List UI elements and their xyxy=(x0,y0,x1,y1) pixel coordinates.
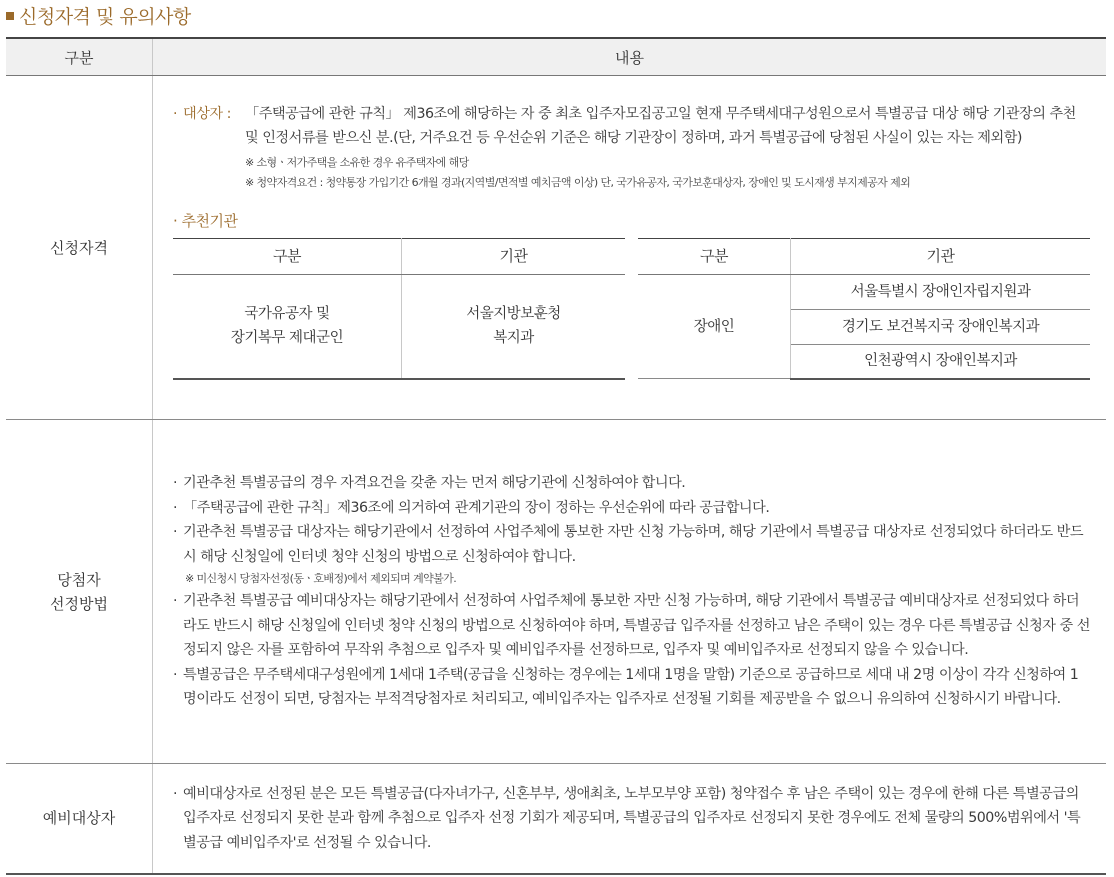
header-content: 내용 xyxy=(153,38,1107,76)
square-bullet-icon xyxy=(6,12,14,20)
table-row-selection xyxy=(6,420,1106,764)
right-org-cell: 인천광역시 장애인복지과 xyxy=(791,345,1091,379)
section-title: 신청자격 및 유의사항 xyxy=(6,2,191,28)
agency-table-right xyxy=(638,238,1090,380)
agency-heading: · 추천기관 xyxy=(173,211,238,230)
list-item: · 특별공급은 무주택세대구성원에게 1세대 1주택(공급을 신청하는 경우에는 1세대 1명을 말함) 기준으로 공급하므로 세대 내 2명 이상이 각각 신청하여 1명이라도 선정이 되면, 당첨자는 부적격당첨자로 처리되고, 예비입주자는 입주자로 선정될 기회를 제공받을 수 없으니 유의하여 신청하시기 바랍니다. xyxy=(173,666,1079,708)
list-item: · 「주택공급에 관한 규칙」제36조에 의거하여 관계기관의 장이 정하는 우선순위에 따라 공급합니다. xyxy=(173,499,770,516)
list-item: · 기관추천 특별공급 예비대상자는 해당기관에서 선정하여 사업주체에 통보한 자만 신청 가능하며, 해당 기관에서 특별공급 예비대상자로 선정되었다 하더라도 반드시 해당 신청일에 인터넷 청약 신청의 방법으로 신청하여야 하며, 특별공급 입주자를 선정하고 남은 주택이 있는 경우 다른 특별공급 신청자 중 선정되지 않은 자를 포함하여 무작위 추첨으로 입주자 및 예비입주자를 선정하므로, 입주자 및 예비입주자로 선정되지 않을 수 있습니다. xyxy=(173,593,1090,659)
target-paragraph xyxy=(173,102,1090,151)
row-content-eligibility xyxy=(153,76,1107,420)
note-requirement: ※ 청약자격요건 : 청약통장 가입기간 6개월 경과(지역별/면적별 예치금액 이상) 단, 국가유공자, 국가보훈대상자, 장애인 및 도시재생 부지제공자 제외 xyxy=(245,175,911,189)
list-item: · 기관추천 특별공급 대상자는 해당기관에서 선정하여 사업주체에 통보한 자만 신청 가능하며, 해당 기관에서 특별공급 대상자로 선정되었다 하더라도 반드시 해당 신청일에 인터넷 청약 신청의 방법으로 신청하여야 합니다. xyxy=(173,524,1084,565)
left-head-type: 구분 xyxy=(173,239,402,275)
row-content-reserve xyxy=(153,764,1107,874)
row-label-eligibility: 신청자격 xyxy=(6,76,153,420)
right-org-cell: 경기도 보건복지국 장애인복지과 xyxy=(791,310,1091,345)
agency-tables xyxy=(173,238,1090,380)
bullet-dot: · xyxy=(173,105,178,122)
row-label-selection: 당첨자 선정방법 xyxy=(6,420,153,764)
note-no-apply: ※ 미신청시 당첨자선정(동ㆍ호배정)에서 제외되며 계약불가. xyxy=(185,572,457,586)
row-content-selection xyxy=(153,420,1107,764)
table-row-reserve xyxy=(6,764,1106,874)
agency-table-left xyxy=(173,238,625,380)
note-small-house: ※ 소형ㆍ저가주택을 소유한 경우 유주택자에 해당 xyxy=(245,155,469,169)
header-category: 구분 xyxy=(6,38,153,76)
table-header-row xyxy=(6,38,1106,76)
list-item: · 예비대상자로 선정된 분은 모든 특별공급(다자녀가구, 신혼부부, 생애최초, 노부모부양 포함) 청약접수 후 남은 주택이 있는 경우에 한해 다른 특별공급의 입주자로 선정되지 못한 분과 함께 추첨으로 입주자 선정 기회가 제공되며, 특별공급의 입주자로 선정되지 못한 경우에도 전체 물량의 500%범위에서 '특별공급 예비입주자'로 선정될 수 있습니다. xyxy=(173,785,1081,851)
row-label-reserve: 예비대상자 xyxy=(6,764,153,874)
left-head-org: 기관 xyxy=(402,239,626,275)
right-type-cell: 장애인 xyxy=(638,275,791,379)
target-text: 「주택공급에 관한 규칙」 제36조에 해당하는 자 중 최초 입주자모집공고일 현재 무주택세대구성원으로서 특별공급 대상 해당 기관장의 추천 및 인정서류를 받으신 분.(단, 거주요건 등 우선순위 기준은 해당 기관장이 정하며, 과거 특별공급에 당첨된 사실이 있는 자는 제외함) xyxy=(245,105,1076,146)
table-row-eligibility xyxy=(6,76,1106,420)
list-item: · 기관추천 특별공급의 경우 자격요건을 갖춘 자는 먼저 해당기관에 신청하여야 합니다. xyxy=(173,475,686,492)
left-org-cell: 서울지방보훈청 복지과 xyxy=(402,275,626,379)
right-head-org: 기관 xyxy=(791,239,1091,275)
eligibility-table xyxy=(6,37,1106,875)
right-org-cell: 서울특별시 장애인자립지원과 xyxy=(791,275,1091,310)
target-label: 대상자 : xyxy=(183,105,231,122)
left-type-cell: 국가유공자 및 장기복무 제대군인 xyxy=(173,275,402,379)
right-head-type: 구분 xyxy=(638,239,791,275)
